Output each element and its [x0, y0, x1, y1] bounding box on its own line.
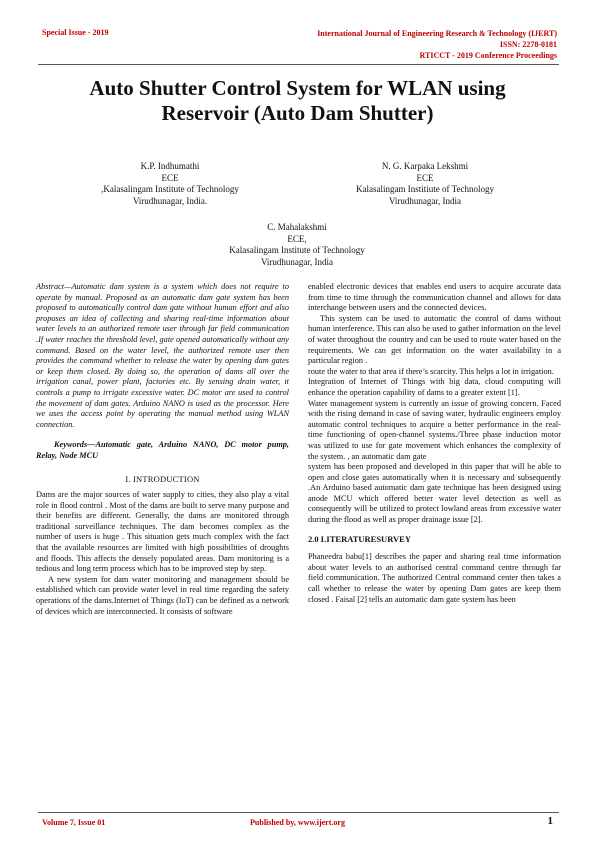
author-location: Virudhunagar, India: [388, 195, 462, 206]
left-column: [36, 282, 289, 617]
author-block-1: [70, 161, 270, 207]
paper-title: [40, 76, 555, 126]
paper-title-line2: Reservoir (Auto Dam Shutter): [161, 101, 434, 125]
header-journal-block: [317, 28, 557, 61]
abstract: Abstract—Automatic dam system is a system which does not require to operate by manual. Proposed as an automatic dam gate system has been proposed to automatically control dam gate without human effort and also proposes an idea of collecting and sharing real-time information about water levels to an authorized remote user through far field communication .If water reaches the threshold level, gate opened automatically without any command. Based on the water level, the authorized remote user then provides the command whether to release the water by opening dam gates or keep them closed. By doing so, the operation of dams all over the irrigation canal, power plant, factories etc. By sensing drain water, it controls a pump to irrigate excessive water. DC motor are used to control the movement of dam gates. Arduino NANO is used as the processor. Here we uses the access point by operating the manual method using WLAN connection.: [36, 282, 289, 429]
header-proceedings: RTICCT - 2019 Conference Proceedings: [419, 51, 557, 60]
author-name: N. G. Karpaka Lekshmi: [381, 161, 469, 171]
body-paragraph-7: Phaneedra babu[1] describes the paper and sharing real time information about water levels to an authorised central command centre through far field communication. The authorized Central command center then takes a call whether to release the water by opening Dam gates are keep them closed . Faisal [2] tells an automatic dam gate system has been: [308, 552, 561, 604]
body-paragraph-6: system has been proposed and developed in this paper that will be able to open and close gates automatically when it is necessary and subsequently .An Arduino based automatic dam gate technique has been designed using anode MCU which offered better water level detection as well as consequently will be utilized to protect lowland areas from excessive water during the flood as well as proper drainage issue [2].: [308, 462, 561, 525]
intro-paragraph-2: A new system for dam water monitoring and management should be established which can provide water level in real time regarding the safety operations of the dams.Internet of Things (IoT) can be defined as a network of devices which are interconnected. It consists of software: [36, 574, 289, 616]
header-divider: [38, 64, 559, 65]
author-location: Virudhunagar, India: [260, 256, 334, 267]
body-paragraph-2: This system can be used to automatic the control of dams without human interference. This can also be used to gather information on the level of water throughout the country and can be used to route water based on the requirements. We can get information on the water availability in a particular region .: [308, 313, 561, 366]
right-column: [308, 282, 561, 605]
section-heading-literature-survey: 2.0 LITERATURESURVEY: [308, 533, 411, 544]
intro-paragraph-1: Dams are the major sources of water supply to cities, they also play a vital role in flood control . Most of the dams are built to serve many purpose and their benefits are different. Generally, the dams are monitored through traditional surveillance techniques. The dam becomes complex as the number of users is huge . This situation gets much complex with the fact that the available resources are limited with high possibilities of droughts and floods. This affects the densely populated areas. Dam monitoring is a tedious and long term process which has to be improved step by step.: [36, 490, 289, 574]
author-institute: ,Kalasalingam Institute of Technology: [101, 184, 239, 194]
body-paragraph-1: enabled electronic devices that enables end users to acquire accurate data from time to time through the communication channel and allows for data interchange between users and the connected devices.: [308, 282, 561, 313]
keywords: Keywords—Automatic gate, Arduino NANO, DC motor pump, Relay, Node MCU: [36, 440, 289, 460]
author-name: C. Mahalakshmi: [267, 222, 327, 232]
author-block-3: [197, 222, 397, 268]
section-heading-introduction: I. INTRODUCTION: [125, 473, 200, 484]
author-dept: ECE,: [287, 233, 307, 244]
body-paragraph-5: Water management system is currently an issue of growing concern. Faced with the rising demand in case of saving water, hydraulic engineers employ automatic control techniques to acquire a better performance in the real-time functioning of open-channel systems./Three phase induction motor was utilized to use for gate movement which enhances the complexity of the system. , an automatic dam gate: [308, 398, 561, 461]
paper-title-line1: Auto Shutter Control System for WLAN using: [89, 76, 506, 100]
body-paragraph-3: route the water to that area if there’s scarcity. This helps a lot in irrigation.: [308, 366, 554, 376]
author-institute: Kalasalingam Institute of Technology: [229, 245, 365, 255]
page-number: 1: [547, 815, 553, 827]
header-journal-name: International Journal of Engineering Research & Technology (IJERT): [317, 29, 557, 38]
header-issn: ISSN: 2278-0181: [499, 40, 557, 49]
footer-publisher: Published by, www.ijert.org: [250, 818, 345, 827]
header-special-issue: Special Issue - 2019: [42, 28, 109, 37]
author-dept: ECE: [161, 172, 179, 183]
author-name: K.P. Indhumathi: [140, 161, 200, 171]
author-institute: Kalasalingam Institiute of Technology: [356, 184, 494, 194]
author-dept: ECE: [416, 172, 434, 183]
author-location: Virudhunagar, India.: [132, 195, 208, 206]
author-block-2: [325, 161, 525, 207]
footer-volume: Volume 7, Issue 01: [42, 818, 106, 827]
footer-divider: [38, 812, 559, 813]
body-paragraph-4: Integration of Internet of Things with big data, cloud computing will enhance the operation capability of dams to a greater extent [1].: [308, 377, 561, 397]
